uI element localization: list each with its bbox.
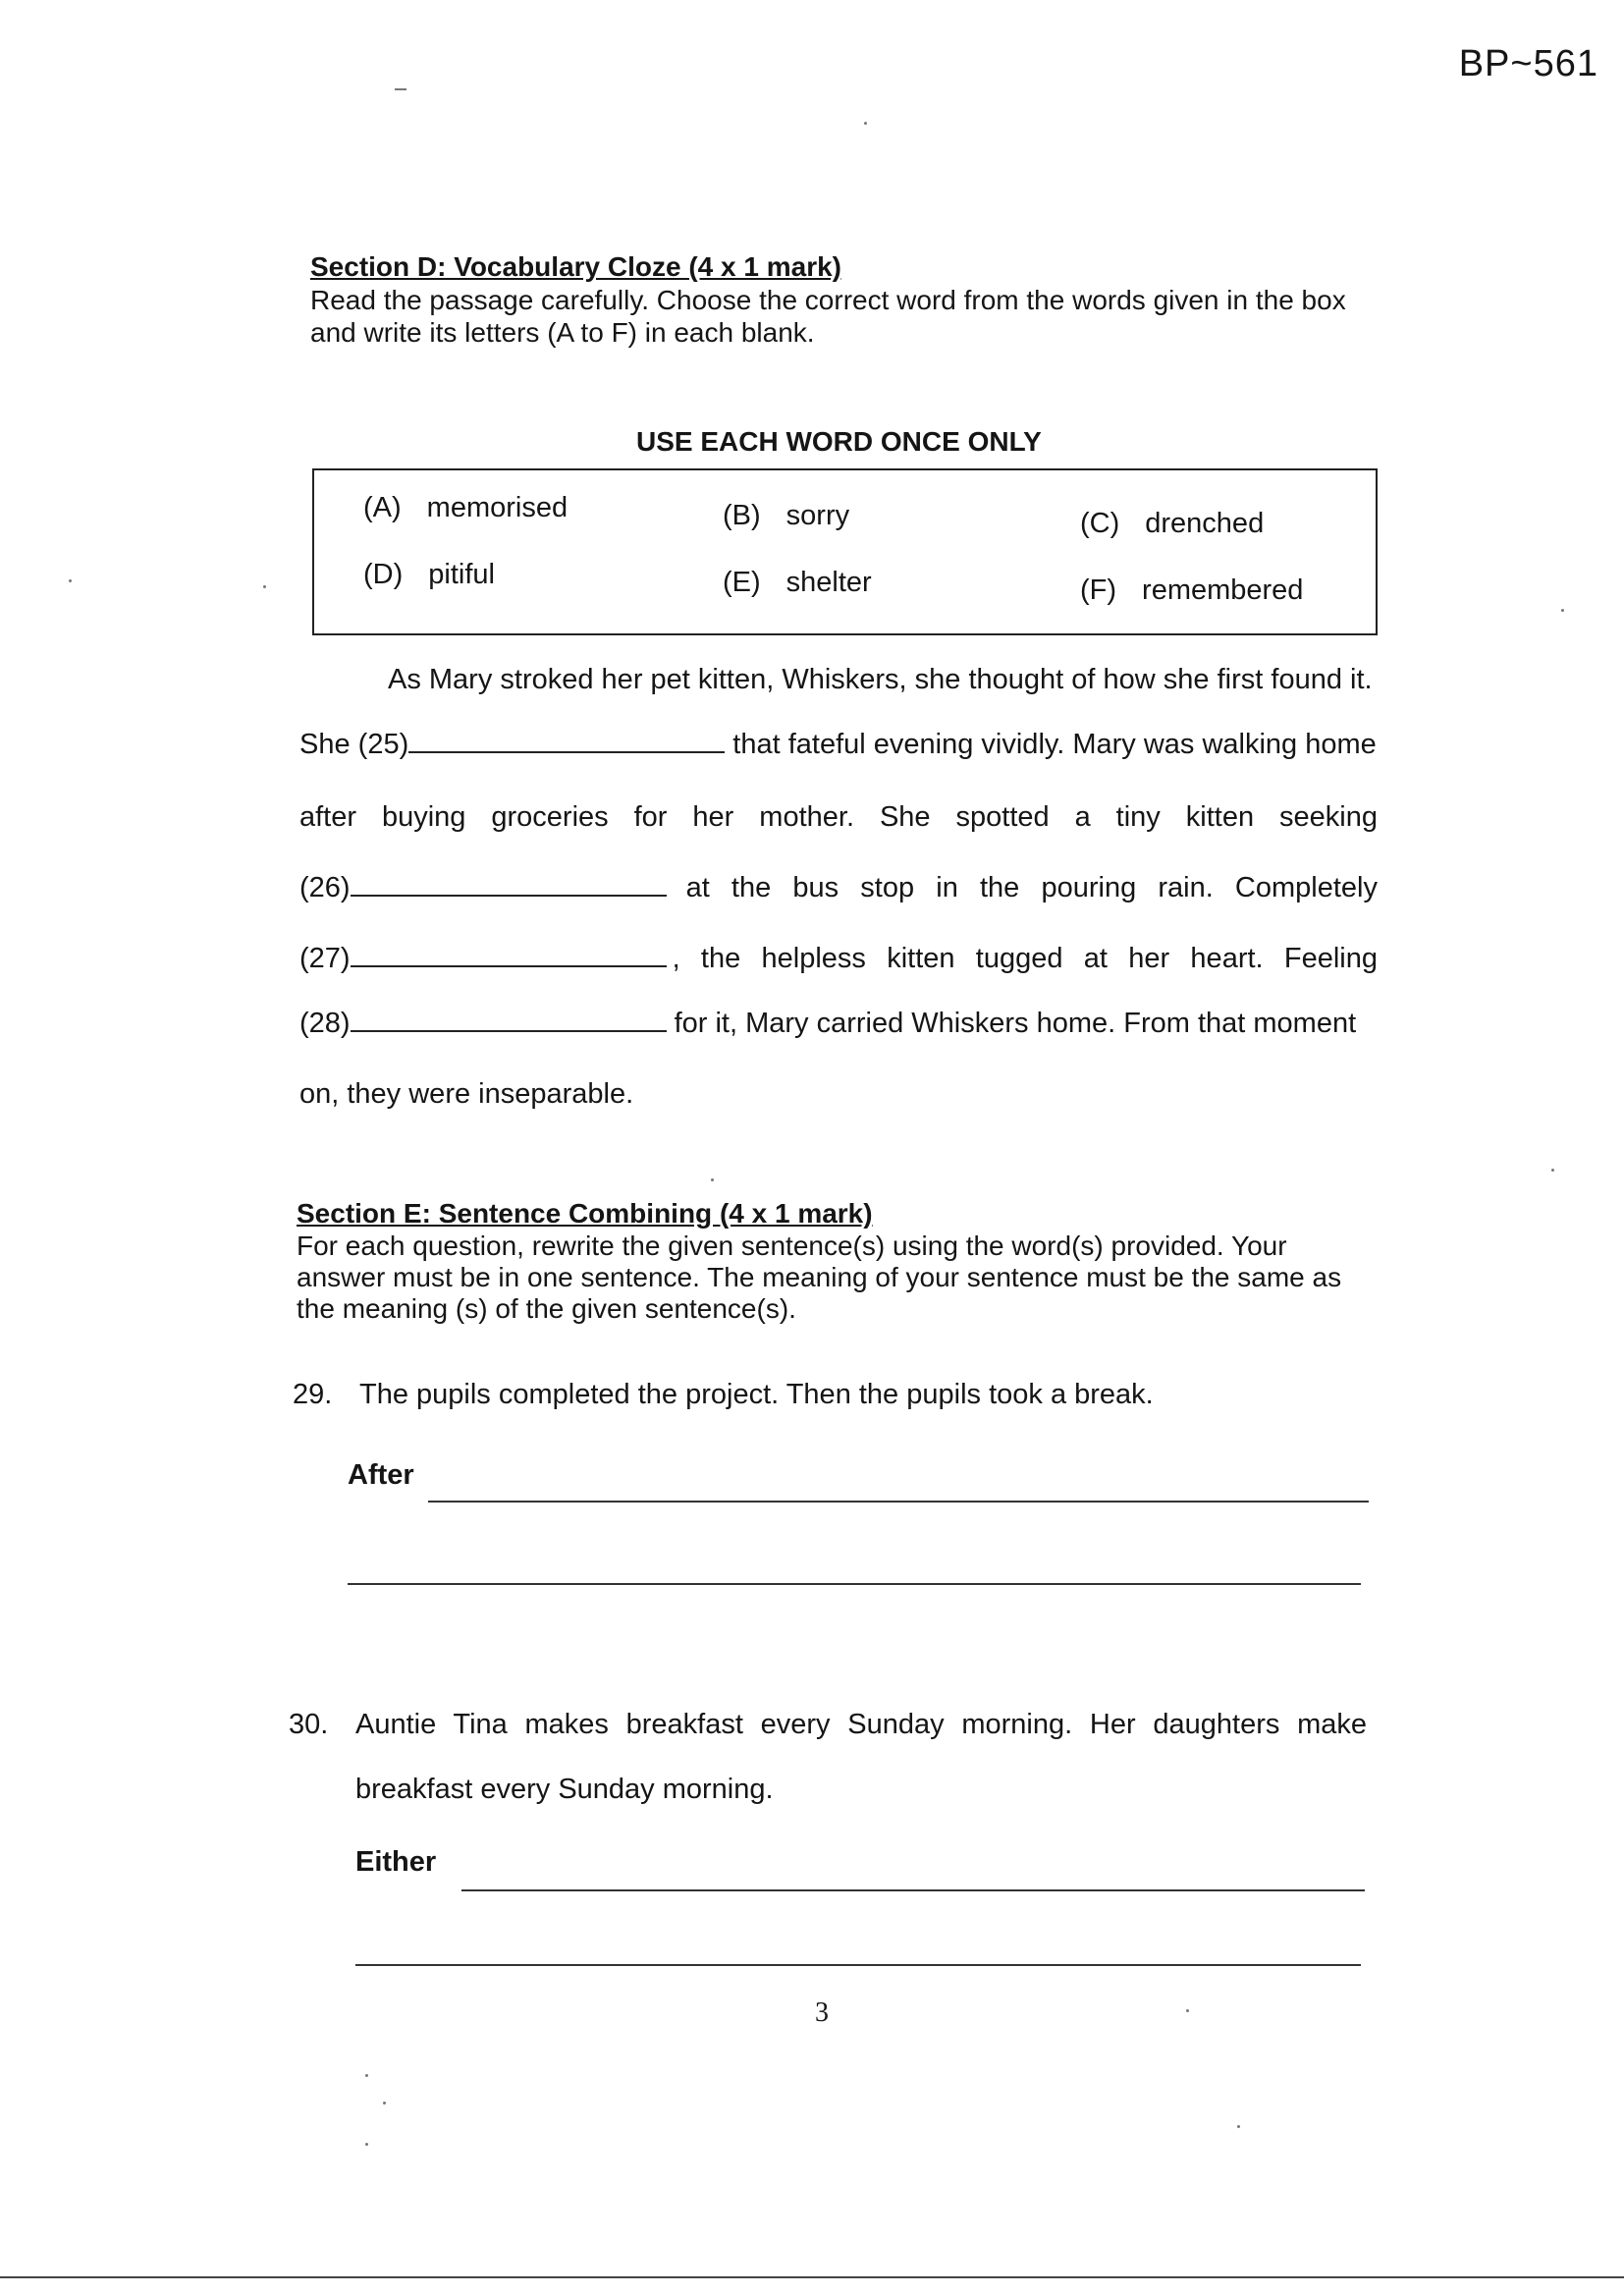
option-word: sorry <box>785 500 850 531</box>
scan-speck <box>1551 1169 1554 1172</box>
question-29-starter: After <box>348 1459 414 1491</box>
scan-speck <box>1561 609 1564 612</box>
option-word: remembered <box>1142 574 1304 606</box>
section-e-instruction-line2: answer must be in one sentence. The meaning of your sentence must be the same as <box>297 1262 1342 1292</box>
question-30-text-line2: breakfast every Sunday morning. <box>355 1774 774 1805</box>
option-b <box>723 500 849 532</box>
blank-28[interactable] <box>351 1009 667 1032</box>
question-29-number: 29. <box>293 1379 333 1410</box>
word-box-heading: USE EACH WORD ONCE ONLY <box>636 426 1042 457</box>
question-30-text-line1: Auntie Tina makes breakfast every Sunday morning. Her daughters make <box>355 1709 1367 1740</box>
blank-27[interactable] <box>351 944 667 967</box>
question-29-text: The pupils completed the project. Then the pupils took a break. <box>359 1379 1154 1410</box>
question-30-number: 30. <box>289 1709 329 1740</box>
scan-speck <box>383 2102 386 2105</box>
blank-25-label: She (25) <box>299 729 409 760</box>
option-word: drenched <box>1145 508 1265 539</box>
passage-line-1: As Mary stroked her pet kitten, Whiskers, she thought of how she first found it. <box>388 664 1373 695</box>
word-box <box>312 468 1378 635</box>
option-a <box>363 492 568 524</box>
scan-speck <box>1186 2009 1189 2012</box>
section-e-instruction-line1: For each question, rewrite the given sentence(s) using the word(s) provided. Your <box>297 1230 1287 1261</box>
passage-line-4 <box>299 872 1378 904</box>
blank-26[interactable] <box>351 873 667 897</box>
section-e-title: Section E: Sentence Combining (4 x 1 mark) <box>297 1198 873 1229</box>
option-letter: (B) <box>723 500 761 531</box>
option-letter: (F) <box>1080 574 1117 606</box>
passage-line-6 <box>299 1008 1378 1040</box>
passage-line-7: on, they were inseparable. <box>299 1078 634 1110</box>
passage-line-5 <box>299 943 1378 975</box>
blank-25[interactable] <box>408 730 725 753</box>
blank-27-group <box>299 943 667 975</box>
answer-line-30b[interactable] <box>355 1964 1361 1966</box>
option-e <box>723 567 872 599</box>
answer-line-29a[interactable] <box>428 1501 1369 1503</box>
scan-speck <box>365 2074 368 2077</box>
paper-code: BP~561 <box>1458 43 1598 84</box>
passage-line-5-text: , the helpless kitten tugged at her heart. Feeling <box>672 943 1378 974</box>
section-d-instruction-line1: Read the passage carefully. Choose the correct word from the words given in the box <box>310 285 1346 315</box>
option-d <box>363 559 495 591</box>
option-letter: (A) <box>363 492 402 523</box>
passage-line-4-text: at the bus stop in the pouring rain. Completely <box>685 872 1378 903</box>
section-d-instruction-line2: and write its letters (A to F) in each blank. <box>310 317 815 348</box>
blank-27-label: (27) <box>299 943 351 974</box>
option-f <box>1080 574 1303 607</box>
option-c <box>1080 508 1264 540</box>
scan-speck <box>711 1178 714 1181</box>
section-e-instruction-line3: the meaning (s) of the given sentence(s). <box>297 1293 796 1324</box>
scan-speck <box>1237 2125 1240 2128</box>
answer-line-29b[interactable] <box>348 1583 1361 1585</box>
question-30-starter: Either <box>355 1846 437 1878</box>
passage-line-2 <box>299 729 1377 761</box>
passage-line-6-text: for it, Mary carried Whiskers home. From that moment <box>674 1008 1357 1039</box>
page-bottom-edge <box>0 2276 1624 2278</box>
scan-speck <box>395 88 406 90</box>
blank-28-label: (28) <box>299 1008 351 1039</box>
scan-speck <box>365 2143 368 2146</box>
page-number: 3 <box>815 1997 829 2028</box>
option-letter: (E) <box>723 567 761 598</box>
option-letter: (D) <box>363 559 404 590</box>
option-word: shelter <box>785 567 872 598</box>
passage-line-2-text: that fateful evening vividly. Mary was walking home <box>732 729 1377 760</box>
scan-speck <box>864 122 867 125</box>
answer-line-30a[interactable] <box>461 1889 1365 1891</box>
scan-speck <box>263 585 266 588</box>
option-word: memorised <box>426 492 568 523</box>
scan-speck <box>69 579 72 582</box>
blank-28-group <box>299 1008 667 1040</box>
blank-26-label: (26) <box>299 872 351 903</box>
option-word: pitiful <box>428 559 495 590</box>
section-d-title: Section D: Vocabulary Cloze (4 x 1 mark) <box>310 251 841 282</box>
blank-26-group <box>299 872 667 904</box>
option-letter: (C) <box>1080 508 1120 539</box>
passage-line-3: after buying groceries for her mother. She spotted a tiny kitten seeking <box>299 801 1378 833</box>
